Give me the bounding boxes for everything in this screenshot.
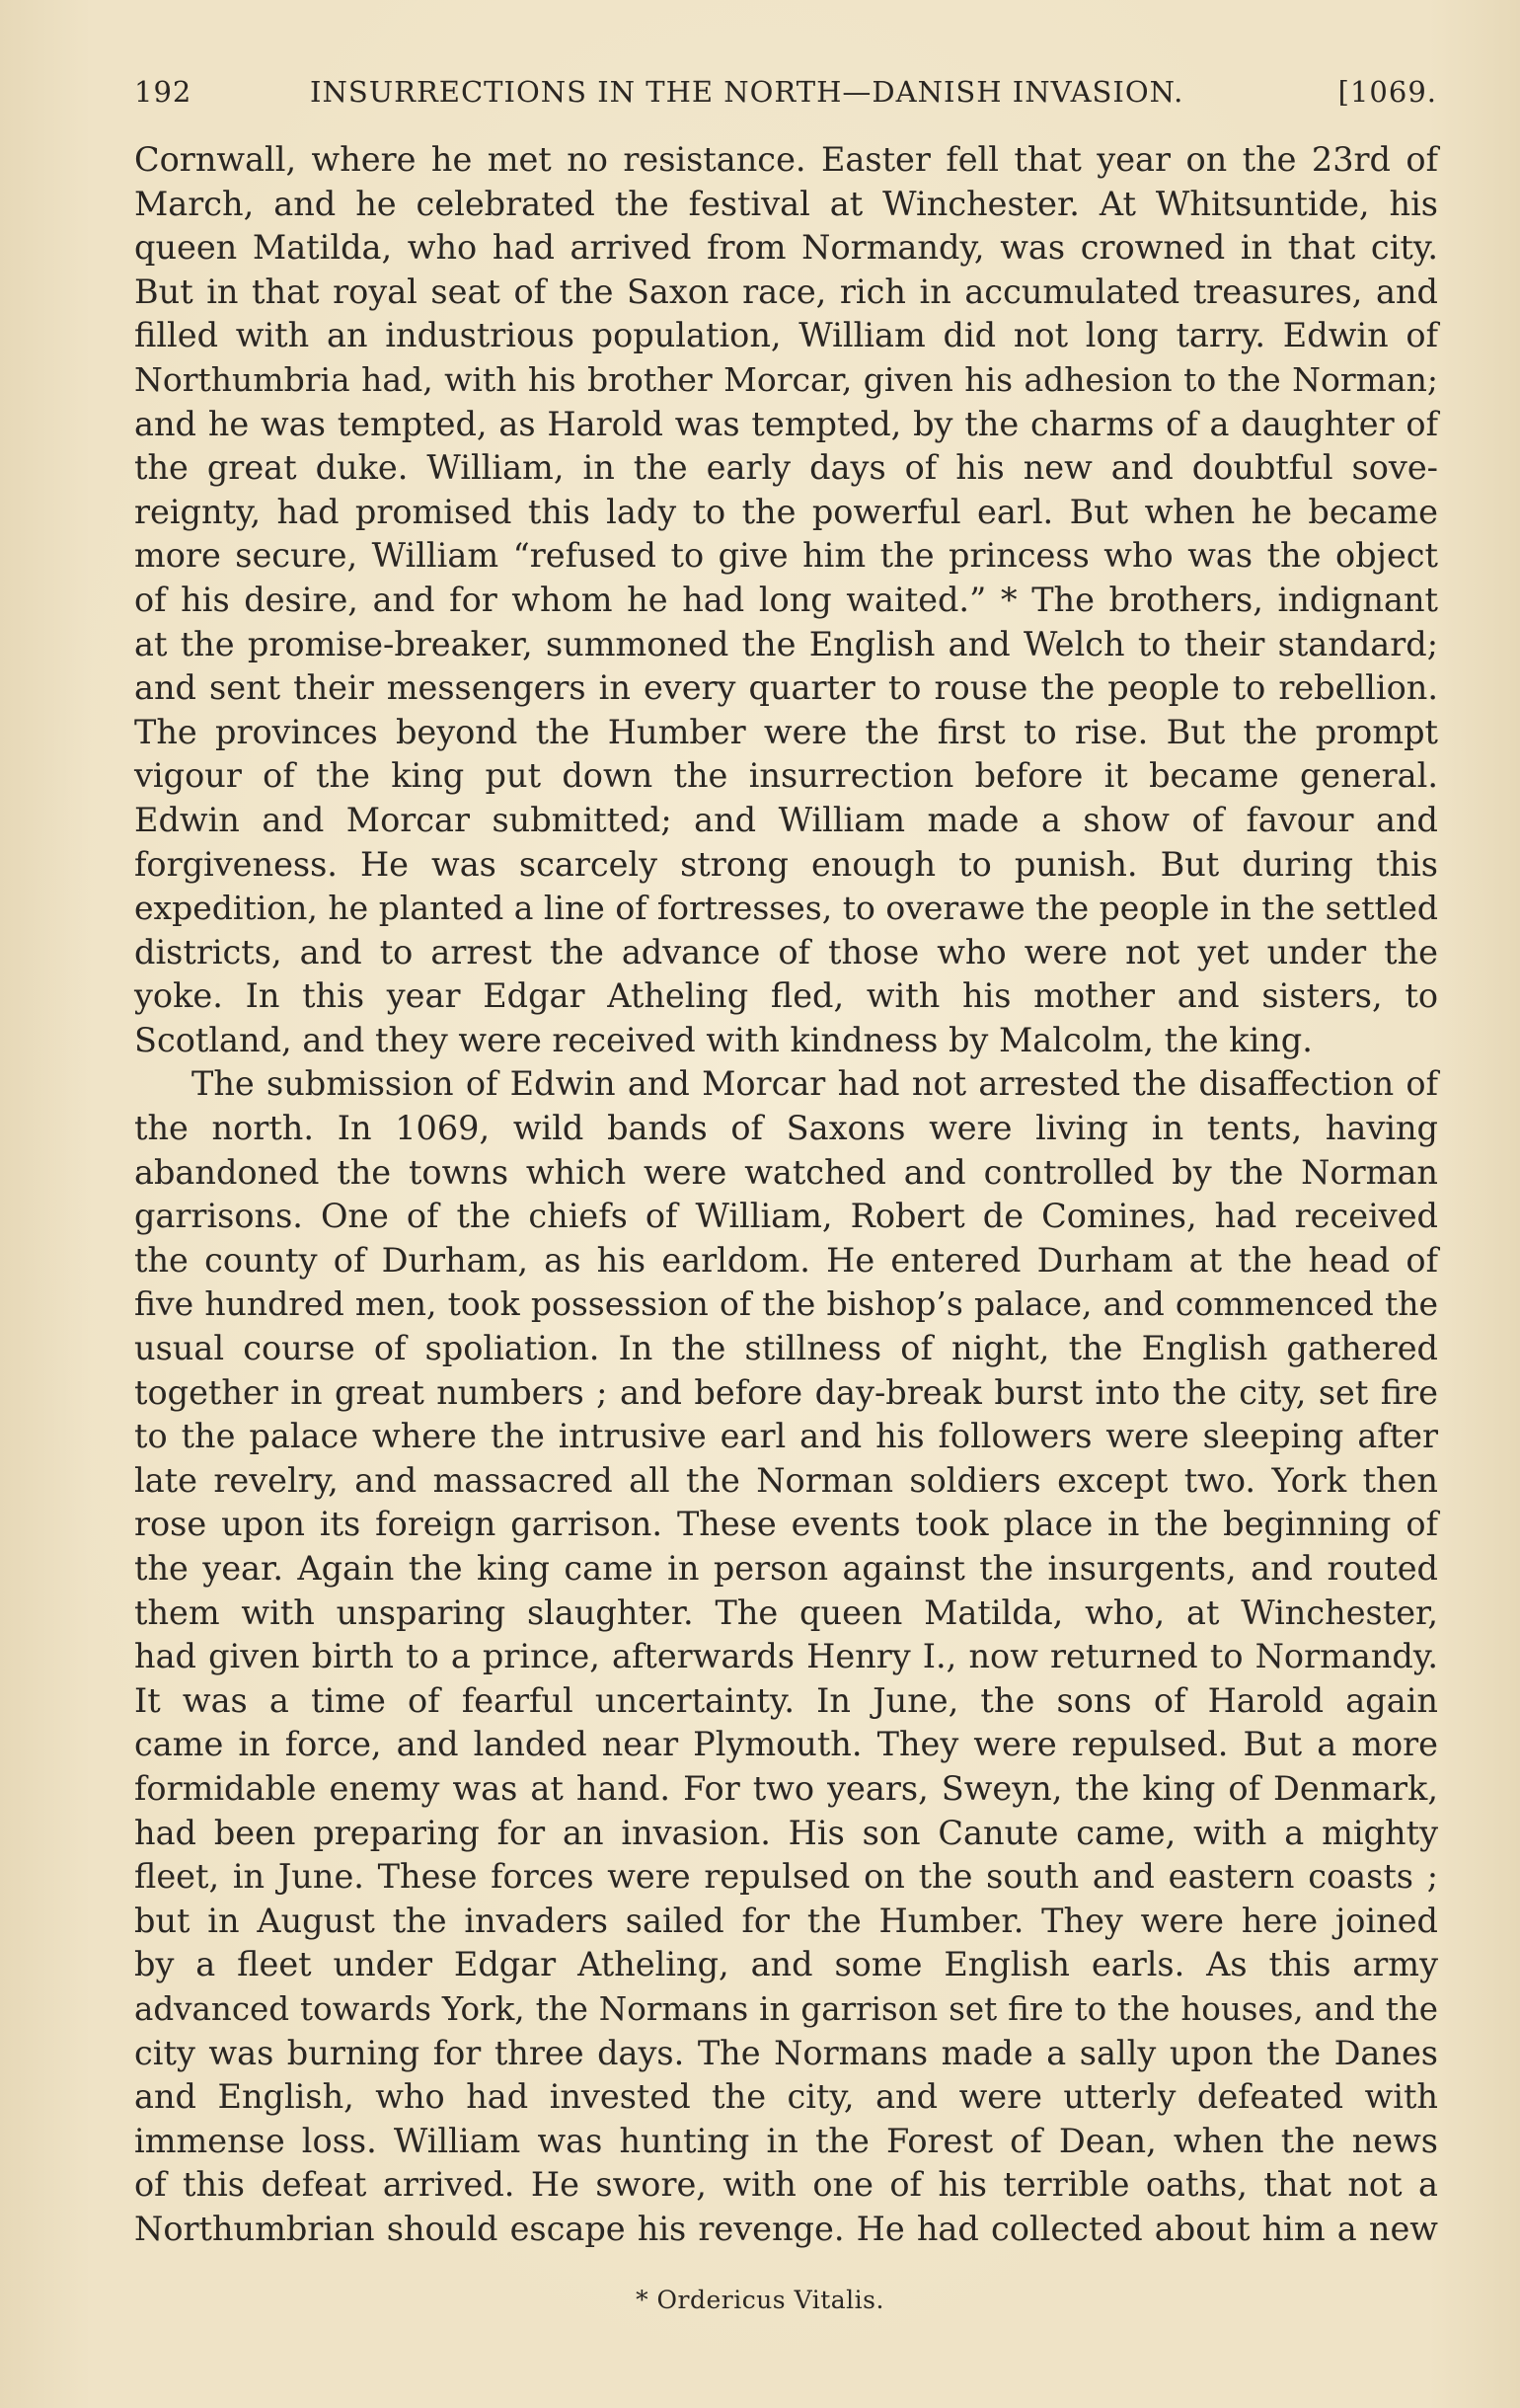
running-header (134, 75, 1437, 118)
header-year: [1069. (1337, 75, 1437, 109)
text-line: usual course of spoliation. In the stillness of night, the English gathered (134, 1329, 1438, 1368)
paragraph-start-line: The submission of Edwin and Morcar had not arrested the disaffection of (191, 1064, 1438, 1104)
text-line: the county of Durham, as his earldom. He entered Durham at the head of (134, 1240, 1438, 1280)
text-line: districts, and to arrest the advance of those who were not yet under the (134, 932, 1438, 971)
text-line: filled with an industrious population, William did not long tarry. Edwin of (134, 316, 1438, 355)
text-line: and English, who had invested the city, and were utterly defeated with (134, 2077, 1438, 2117)
text-line: and sent their messengers in every quarter to rouse the people to rebellion. (134, 668, 1438, 708)
body-text (134, 138, 1438, 2252)
text-line: of his desire, and for whom he had long waited.” * The brothers, indignant (134, 580, 1438, 619)
text-line: city was burning for three days. The Normans made a sally upon the Danes (134, 2033, 1438, 2072)
text-line: by a fleet under Edgar Atheling, and some English earls. As this army (134, 1945, 1438, 1984)
text-line: to the palace where the intrusive earl and his followers were sleeping after (134, 1417, 1438, 1456)
text-line: reignty, had promised this lady to the powerful earl. But when he became (134, 492, 1438, 531)
text-line: Edwin and Morcar submitted; and William made a show of favour and (134, 800, 1438, 839)
text-line: vigour of the king put down the insurrection before it became general. (134, 756, 1438, 796)
text-line: March, and he celebrated the festival at Winchester. At Whitsuntide, his (134, 184, 1438, 223)
text-line: and he was tempted, as Harold was tempted, by the charms of a daughter of (134, 404, 1438, 443)
text-line: late revelry, and massacred all the Norman soldiers except two. York then (134, 1460, 1438, 1500)
text-line: had given birth to a prince, afterwards Henry I., now returned to Normandy. (134, 1637, 1438, 1676)
text-line: of this defeat arrived. He swore, with one of his terrible oaths, that not a (134, 2165, 1438, 2205)
paragraph-end-line: Scotland, and they were received with kindness by Malcolm, the king. (134, 1020, 1313, 1059)
page-number: 192 (134, 75, 192, 109)
text-line: immense loss. William was hunting in the Forest of Dean, when the news (134, 2121, 1438, 2160)
text-line: yoke. In this year Edgar Atheling fled, with his mother and sisters, to (134, 976, 1438, 1016)
footnote: * Ordericus Vitalis. (636, 2286, 884, 2314)
text-line: the north. In 1069, wild bands of Saxons were living in tents, having (134, 1109, 1438, 1148)
text-line: the year. Again the king came in person against the insurgents, and routed (134, 1549, 1438, 1588)
text-line: the great duke. William, in the early days of his new and doubtful sove- (134, 448, 1438, 488)
text-line: garrisons. One of the chiefs of William, Robert de Comines, had received (134, 1197, 1438, 1236)
text-line: queen Matilda, who had arrived from Normandy, was crowned in that city. (134, 228, 1438, 268)
text-line: Northumbrian should escape his revenge. He had collected about him a new (134, 2209, 1438, 2248)
text-line: It was a time of fearful uncertainty. In June, the sons of Harold again (134, 1680, 1438, 1720)
text-line: fleet, in June. These forces were repulsed on the south and eastern coasts ; (134, 1857, 1438, 1897)
chapter-title: INSURRECTIONS IN THE NORTH—DANISH INVASION. (310, 75, 1184, 109)
text-line: Northumbria had, with his brother Morcar, given his adhesion to the Norman; (134, 359, 1438, 399)
text-line: But in that royal seat of the Saxon race, rich in accumulated treasures, and (134, 272, 1438, 311)
text-line: formidable enemy was at hand. For two years, Sweyn, the king of Denmark, (134, 1768, 1438, 1808)
text-line: expedition, he planted a line of fortresses, to overawe the people in the settled (134, 889, 1438, 928)
text-line: more secure, William “refused to give him the princess who was the object (134, 536, 1438, 576)
text-line: abandoned the towns which were watched and controlled by the Norman (134, 1152, 1438, 1192)
text-line: had been preparing for an invasion. His son Canute came, with a mighty (134, 1813, 1438, 1852)
text-line: at the promise-breaker, summoned the English and Welch to their standard; (134, 624, 1438, 663)
text-line: them with unsparing slaughter. The queen Matilda, who, at Winchester, (134, 1592, 1438, 1632)
text-line: The provinces beyond the Humber were the first to rise. But the prompt (134, 712, 1438, 751)
text-line: but in August the invaders sailed for the Humber. They were here joined (134, 1901, 1438, 1940)
text-line: Cornwall, where he met no resistance. Easter fell that year on the 23rd of (134, 140, 1438, 179)
text-line: together in great numbers ; and before day-break burst into the city, set fire (134, 1372, 1438, 1412)
text-line: rose upon its foreign garrison. These events took place in the beginning of (134, 1505, 1438, 1544)
text-line: came in force, and landed near Plymouth. They were repulsed. But a more (134, 1725, 1438, 1764)
text-line: advanced towards York, the Normans in garrison set fire to the houses, and the (134, 1989, 1438, 2028)
text-line: forgiveness. He was scarcely strong enough to punish. But during this (134, 844, 1438, 884)
text-line: five hundred men, took possession of the bishop’s palace, and commenced the (134, 1284, 1438, 1324)
